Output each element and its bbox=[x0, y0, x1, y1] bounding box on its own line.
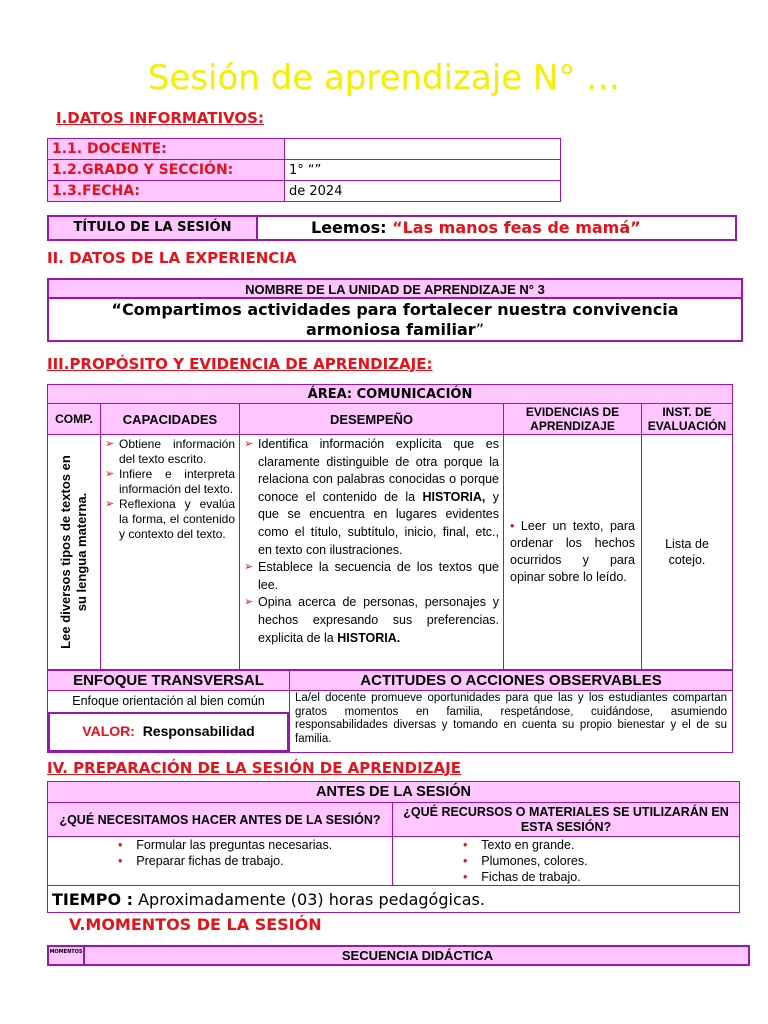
section-4-heading: IV. PREPARACIÓN DE LA SESIÓN DE APRENDIZAJE bbox=[47, 759, 461, 777]
info-row bbox=[48, 160, 561, 181]
list-item-text: Formular las preguntas necesarias. bbox=[136, 838, 333, 852]
list-item-text: Plumones, colores. bbox=[481, 854, 588, 868]
evidence-value: Leer un texto, para ordenar los hechos ocurridos y para opinar sobre lo leído. bbox=[510, 519, 635, 584]
list-1 bbox=[48, 837, 393, 886]
fecha-value: de 2024 bbox=[285, 181, 561, 202]
list-item bbox=[463, 869, 735, 885]
bullet-icon: • bbox=[463, 870, 468, 884]
list-item-text: Preparar fichas de trabajo. bbox=[136, 854, 284, 868]
lists-row bbox=[48, 837, 740, 886]
unit-name-close: ” bbox=[475, 320, 484, 339]
bullet-icon: • bbox=[510, 519, 515, 533]
enfoque-value: Enfoque orientación al bien común bbox=[48, 691, 289, 714]
header-evi: EVIDENCIAS DE APRENDIZAJE bbox=[504, 404, 642, 435]
unit-label: NOMBRE DE LA UNIDAD DE APRENDIZAJE N° 3 bbox=[49, 280, 741, 299]
performance-cell bbox=[240, 435, 504, 670]
actitudes-label: ACTITUDES O ACCIONES OBSERVABLES bbox=[290, 671, 733, 691]
session-title-value bbox=[311, 217, 641, 239]
valor-label: VALOR: bbox=[82, 723, 135, 739]
enfoque-cell bbox=[48, 691, 290, 753]
prep-table bbox=[47, 781, 740, 913]
tiempo-row bbox=[48, 886, 740, 913]
questions-row bbox=[48, 803, 740, 837]
docente-label: 1.1. DOCENTE: bbox=[48, 139, 285, 160]
purpose-table bbox=[47, 384, 733, 670]
list-item bbox=[118, 853, 388, 869]
list-item bbox=[463, 853, 735, 869]
bullet-icon: • bbox=[463, 838, 468, 852]
capacities-cell bbox=[101, 435, 240, 670]
page-title: Sesión de aprendizaje N° … bbox=[147, 58, 621, 98]
docente-value bbox=[285, 139, 561, 160]
session-title-bar bbox=[47, 215, 737, 241]
enfoque-label: ENFOQUE TRANSVERSAL bbox=[48, 671, 290, 691]
unit-name bbox=[49, 300, 741, 340]
content-row bbox=[48, 435, 733, 670]
antes-row bbox=[48, 782, 740, 803]
tiempo-value: Aproximadamente (03) horas pedagógicas. bbox=[138, 889, 485, 909]
session-title-prefix: Leemos: bbox=[311, 218, 387, 237]
valor-value: Responsabilidad bbox=[142, 723, 255, 739]
grado-label: 1.2.GRADO Y SECCIÓN: bbox=[48, 160, 285, 181]
evidence-text bbox=[510, 518, 635, 586]
list-item bbox=[463, 837, 735, 853]
performance-3-bold: HISTORIA. bbox=[337, 630, 401, 645]
grado-value: 1° “” bbox=[285, 160, 561, 181]
performance-item bbox=[244, 436, 499, 559]
unit-name-line2: armoniosa familiar bbox=[306, 320, 476, 339]
question-2: ¿QUÉ RECURSOS O MATERIALES SE UTILIZARÁN EN ESTA SESIÓN? bbox=[393, 803, 740, 837]
instrument-cell: Lista de cotejo. bbox=[642, 435, 733, 670]
capacity-item: ➢ Reflexiona y evalúa la forma, el contenido y contexto del texto. bbox=[105, 497, 235, 542]
performance-3a: Opina acerca de personas, personajes y hechos expresando sus preferencias. explicita de la bbox=[258, 595, 499, 645]
momentos-label: MOMENTOS bbox=[49, 947, 85, 964]
performance-item: ➢ Establece la secuencia de los textos que lee. bbox=[244, 559, 499, 594]
competency-cell bbox=[48, 435, 101, 670]
area-label: ÁREA: COMUNICACIÓN bbox=[48, 385, 733, 404]
momentos-bar bbox=[47, 945, 750, 966]
fecha-label: 1.3.FECHA: bbox=[48, 181, 285, 202]
actitudes-value: La/el docente promueve oportunidades para que las y los estudiantes compartan gratos momentos en familia, respetándose, cuidándose, asumiendo responsabilidades diversas y tomando en cuenta su propio bienestar y el de su familia. bbox=[290, 691, 733, 753]
list-item bbox=[118, 837, 388, 853]
section-1-heading: I.DATOS INFORMATIVOS: bbox=[56, 109, 264, 127]
list-2 bbox=[393, 837, 740, 886]
performance-1b: y que se encuentra en lugares evidentes como el título, subtítulo, inicio, final, etc., en texto con ilustraciones. bbox=[258, 489, 499, 557]
bullet-icon: • bbox=[463, 854, 468, 868]
secuencia-label: SECUENCIA DIDÁCTICA bbox=[341, 948, 494, 963]
section-2-heading: II. DATOS DE LA EXPERIENCIA bbox=[47, 249, 297, 267]
section-5-heading: V.MOMENTOS DE LA SESIÓN bbox=[69, 915, 322, 934]
info-row bbox=[48, 139, 561, 160]
info-row bbox=[48, 181, 561, 202]
header-des: DESEMPEÑO bbox=[240, 404, 504, 435]
header-row bbox=[48, 404, 733, 435]
header-cap: CAPACIDADES bbox=[101, 404, 240, 435]
list-item-text: Fichas de trabajo. bbox=[481, 870, 581, 884]
unit-box bbox=[47, 278, 743, 342]
performance-1-bold: HISTORIA, bbox=[422, 489, 486, 504]
competency-text: Lee diversos tipos de textos en su lengua materna. bbox=[58, 455, 89, 649]
bullet-icon: • bbox=[118, 854, 123, 868]
header-comp: COMP. bbox=[48, 404, 101, 435]
enfoque-content-row bbox=[48, 691, 733, 753]
unit-name-line1: “Compartimos actividades para fortalecer nuestra convivencia bbox=[111, 300, 679, 319]
section-3-heading: III.PROPÓSITO Y EVIDENCIA DE APRENDIZAJE: bbox=[47, 355, 433, 373]
tiempo bbox=[48, 886, 740, 913]
enfoque-table bbox=[47, 670, 733, 753]
valor bbox=[48, 714, 289, 752]
list-item-text: Texto en grande. bbox=[481, 838, 575, 852]
enfoque-header-row bbox=[48, 671, 733, 691]
tiempo-label: TIEMPO : bbox=[52, 889, 134, 909]
session-title-label: TÍTULO DE LA SESIÓN bbox=[49, 217, 258, 239]
area-row bbox=[48, 385, 733, 404]
antes-label: ANTES DE LA SESIÓN bbox=[48, 782, 740, 803]
session-title-quote: “Las manos feas de mamá” bbox=[392, 218, 641, 237]
info-table bbox=[47, 138, 561, 202]
evidence-cell bbox=[504, 435, 642, 670]
performance-1a: Identifica información explícita que es claramente distinguible de otra porque la relaciona con palabras conocidas o porque conoce el contenido de la bbox=[258, 437, 499, 504]
capacity-item: ➢ Obtiene información del texto escrito. bbox=[105, 437, 235, 467]
question-1: ¿QUÉ NECESITAMOS HACER ANTES DE LA SESIÓN? bbox=[48, 803, 393, 837]
performance-item bbox=[244, 594, 499, 647]
header-inst: INST. DE EVALUACIÓN bbox=[642, 404, 733, 435]
capacity-item: ➢ Infiere e interpreta información del texto. bbox=[105, 467, 235, 497]
bullet-icon: • bbox=[118, 838, 123, 852]
